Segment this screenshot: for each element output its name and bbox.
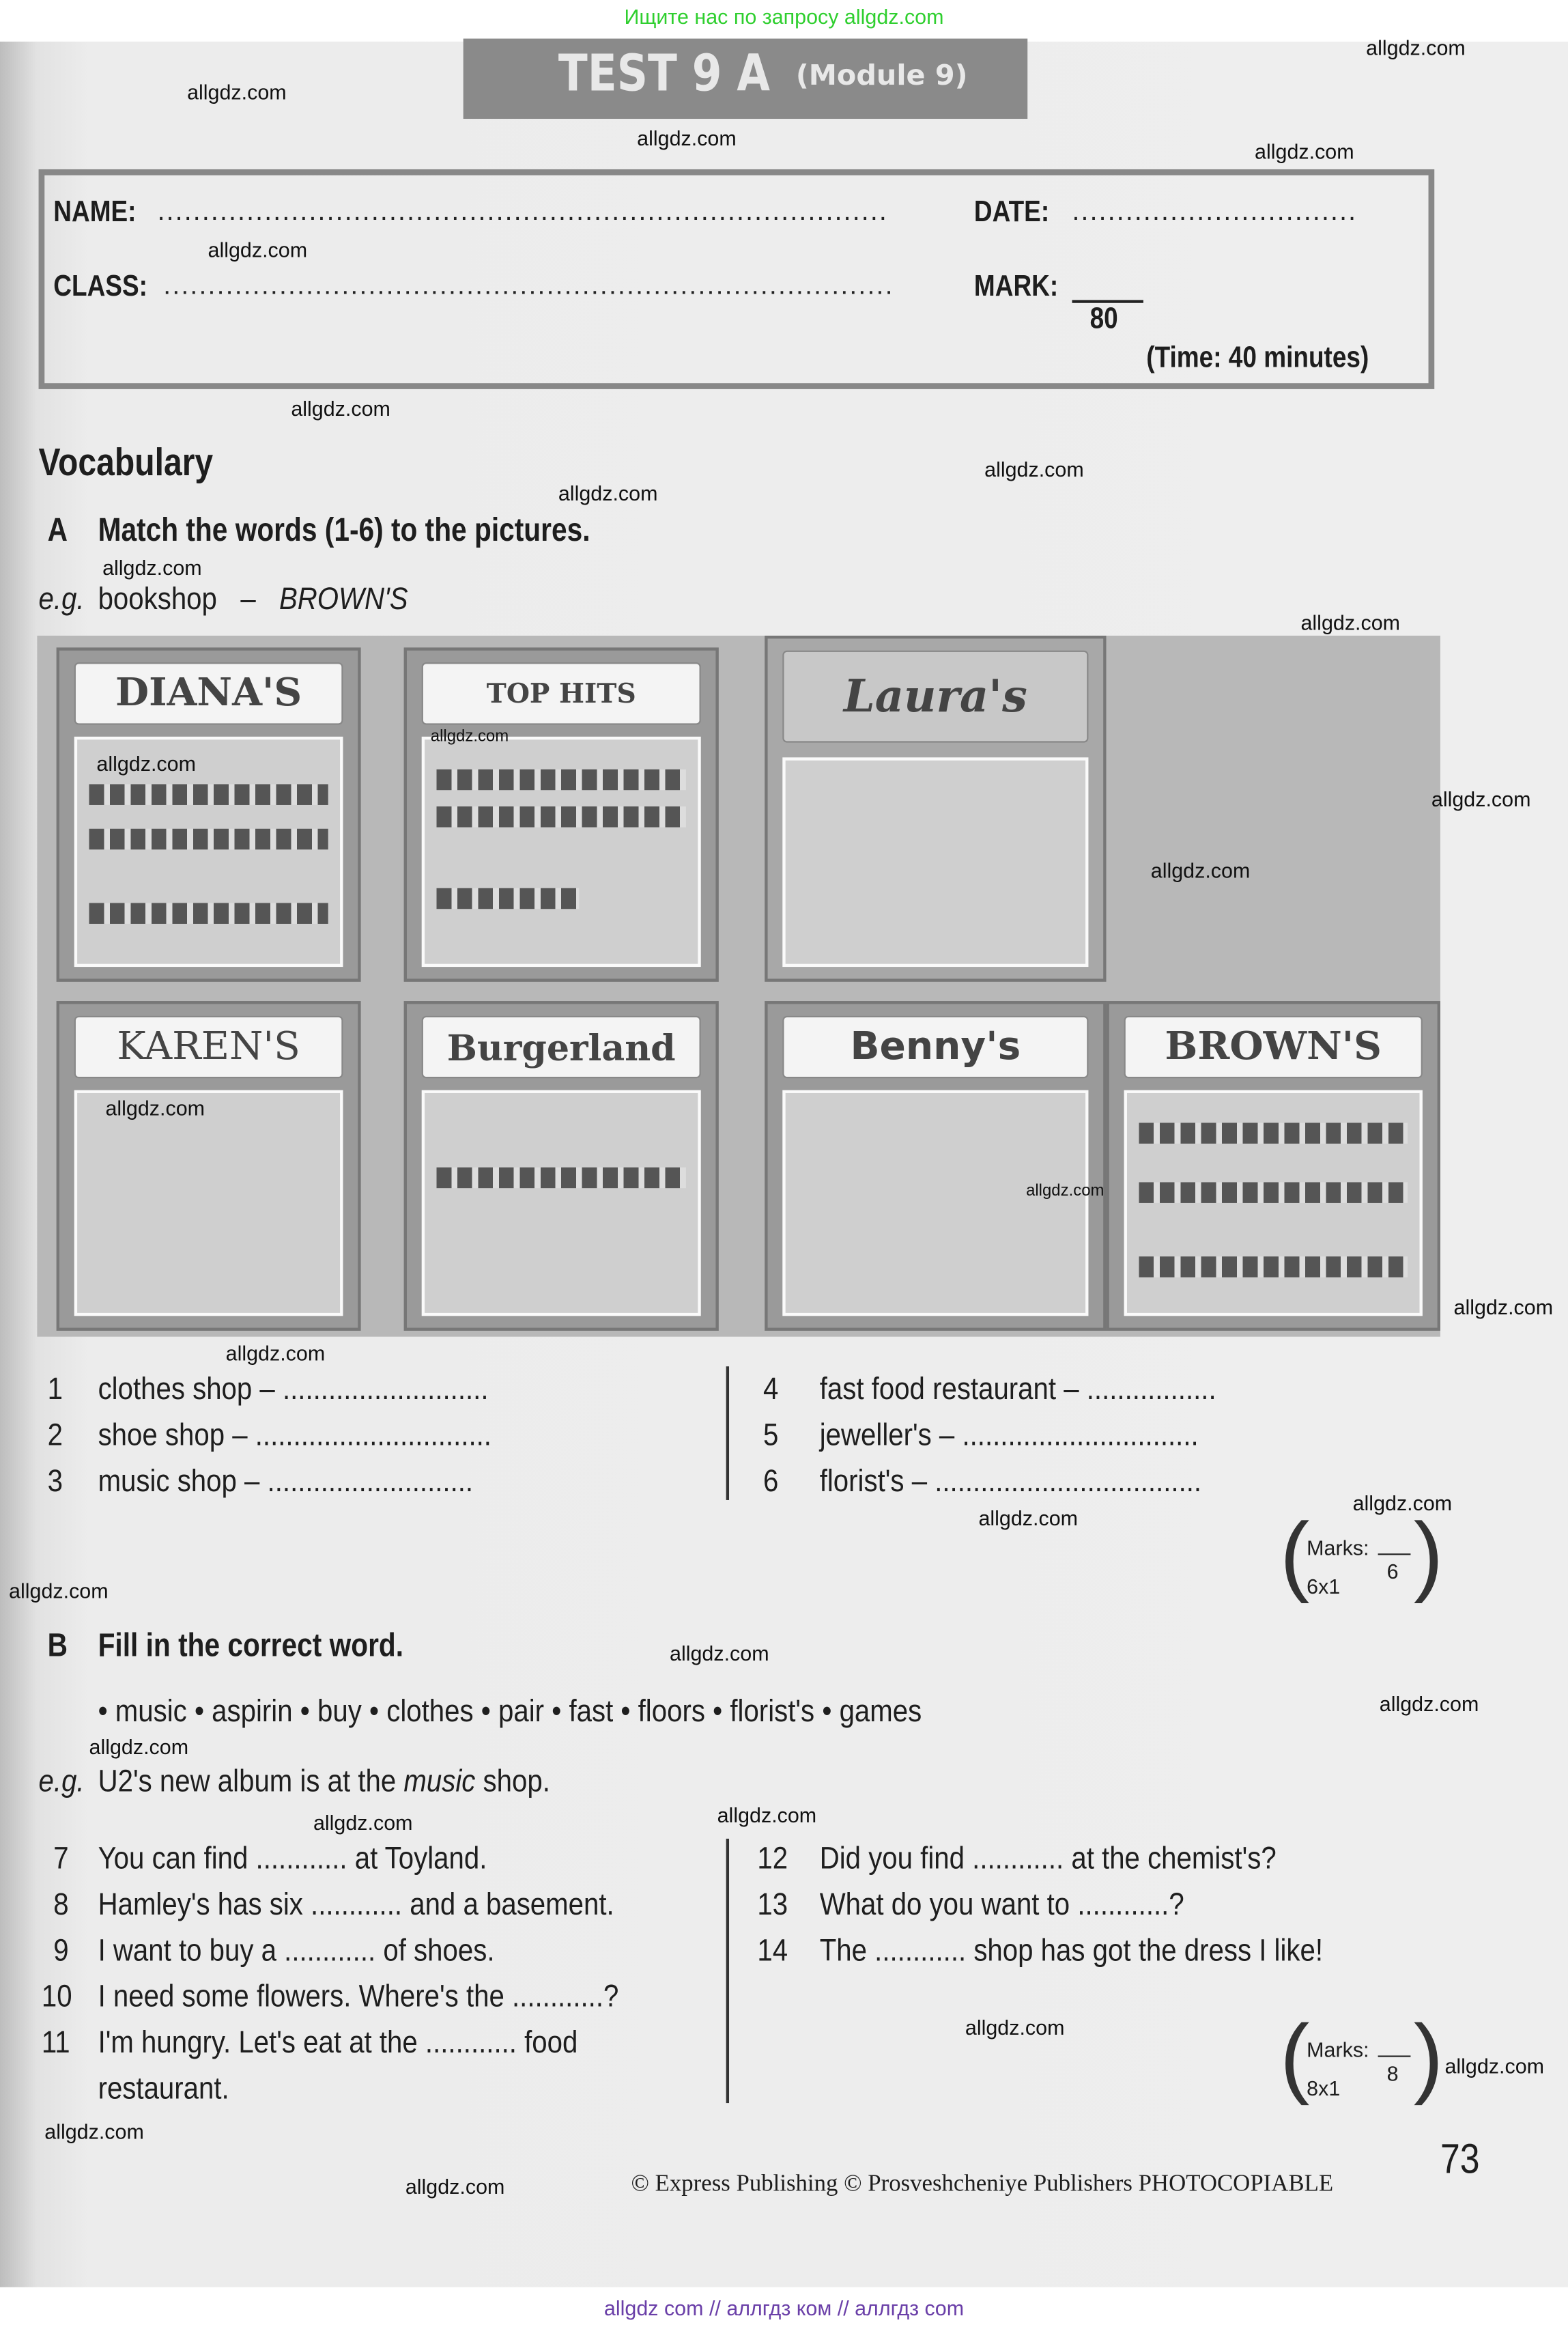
- shop-picture-top-hits: [404, 647, 719, 981]
- watermark[interactable]: allgdz.com: [187, 80, 287, 104]
- watermark[interactable]: allgdz.com: [670, 1641, 769, 1665]
- item-number: 14: [757, 1934, 788, 1968]
- example-answer: BROWN'S: [279, 582, 408, 617]
- watermark[interactable]: allgdz.com: [9, 1579, 109, 1603]
- section-b-instruction: Fill in the correct word.: [98, 1626, 404, 1664]
- vocabulary-heading: Vocabulary: [38, 439, 214, 485]
- match-item-6[interactable]: florist's – ...................................: [819, 1464, 1202, 1499]
- watermark[interactable]: allgdz.com: [96, 751, 196, 776]
- marks-total: 8: [1386, 2061, 1399, 2085]
- fill-item-9[interactable]: I want to buy a ............ of shoes.: [98, 1934, 495, 1968]
- shop-sign: BROWN'S: [1124, 1016, 1423, 1078]
- shop-picture-lauras: [765, 636, 1106, 982]
- watermark[interactable]: allgdz.com: [1026, 1182, 1104, 1200]
- shop-sign: KAREN'S: [74, 1016, 343, 1078]
- test-title: TEST 9 A: [558, 44, 771, 104]
- match-item-4[interactable]: fast food restaurant – .................: [819, 1372, 1216, 1407]
- example-text: shop.: [475, 1764, 550, 1799]
- name-field[interactable]: ..................................................................................: [157, 196, 888, 226]
- column-divider: [726, 1839, 729, 2103]
- watermark[interactable]: allgdz.com: [225, 1341, 326, 1366]
- class-label: CLASS:: [53, 270, 147, 303]
- watermark[interactable]: allgdz.com: [978, 1506, 1079, 1530]
- item-number: 13: [757, 1887, 788, 1922]
- example-text: U2's new album is at the: [98, 1764, 404, 1799]
- item-number: 10: [41, 1979, 72, 2014]
- shop-picture-karens: [57, 1001, 361, 1331]
- marks-label: Marks:: [1307, 2037, 1369, 2062]
- time-limit: (Time: 40 minutes): [1146, 341, 1369, 375]
- match-item-3[interactable]: music shop – ...........................: [98, 1464, 474, 1499]
- item-number: 12: [757, 1841, 788, 1876]
- shop-sign: Laura's: [782, 651, 1088, 743]
- example-dash: –: [240, 582, 256, 617]
- shop-picture-browns: [1107, 1001, 1440, 1331]
- match-item-1[interactable]: clothes shop – ...........................: [98, 1372, 489, 1407]
- fill-item-7[interactable]: You can find ............ at Toyland.: [98, 1841, 487, 1876]
- watermark[interactable]: allgdz.com: [1444, 2054, 1545, 2078]
- fill-item-14[interactable]: The ............ shop has got the dress I like!: [819, 1934, 1324, 1968]
- column-divider: [726, 1366, 729, 1500]
- fill-item-13[interactable]: What do you want to ............?: [819, 1887, 1184, 1922]
- section-b-letter: B: [47, 1626, 68, 1664]
- date-field[interactable]: ................................: [1072, 196, 1358, 226]
- example-sentence: [98, 1764, 550, 1800]
- watermark[interactable]: allgdz.com: [984, 457, 1084, 481]
- watermark[interactable]: allgdz.com: [1352, 1491, 1453, 1515]
- word-bank: • music • aspirin • buy • clothes • pair • fast • floors • florist's • games: [98, 1694, 922, 1729]
- item-number: 6: [763, 1464, 779, 1499]
- copyright: © Express Publishing © Prosveshcheniye Publishers PHOTOCOPIABLE: [631, 2171, 1334, 2197]
- watermark[interactable]: allgdz.com: [717, 1803, 817, 1827]
- watermark[interactable]: allgdz.com: [1366, 36, 1466, 60]
- section-a-letter: A: [47, 511, 68, 548]
- shop-picture-dianas: [57, 647, 361, 981]
- marks-calc: 8x1: [1307, 2076, 1341, 2100]
- watermark[interactable]: allgdz.com: [313, 1810, 413, 1835]
- watermark[interactable]: allgdz.com: [1431, 787, 1531, 811]
- student-info-box: [39, 169, 1435, 389]
- marks-box-a: ( ) Marks: 6 6x1: [1280, 1504, 1444, 1605]
- watermark[interactable]: allgdz.com: [637, 126, 737, 150]
- example-label: e.g.: [38, 582, 85, 617]
- watermark[interactable]: allgdz.com: [105, 1096, 205, 1120]
- date-label: DATE:: [973, 196, 1050, 229]
- example-label: e.g.: [38, 1764, 85, 1799]
- example-word: bookshop: [98, 582, 217, 617]
- shop-sign: TOP HITS: [422, 662, 701, 724]
- watermark[interactable]: allgdz.com: [558, 481, 658, 505]
- fill-item-11-continued: restaurant.: [98, 2072, 229, 2106]
- shop-picture-burgerland: [404, 1001, 719, 1331]
- fill-item-10[interactable]: I need some flowers. Where's the ............?: [98, 1979, 619, 2014]
- item-number: 5: [763, 1418, 779, 1453]
- item-number: 7: [53, 1841, 69, 1876]
- shop-sign: Benny's: [782, 1016, 1088, 1078]
- watermark[interactable]: allgdz.com: [102, 555, 202, 580]
- watermark[interactable]: allgdz.com: [1255, 139, 1354, 164]
- item-number: 2: [47, 1418, 63, 1453]
- item-number: 1: [47, 1372, 63, 1407]
- marks-box-b: ( ) Marks: 8 8x1: [1280, 2006, 1444, 2106]
- watermark[interactable]: allgdz.com: [208, 238, 308, 262]
- watermark[interactable]: allgdz.com: [1150, 858, 1251, 883]
- watermark[interactable]: allgdz.com: [965, 2015, 1065, 2039]
- bottom-banner[interactable]: allgdz com // аллгдз ком // аллгдз com: [603, 2296, 965, 2320]
- watermark[interactable]: allgdz.com: [44, 2119, 144, 2143]
- name-label: NAME:: [53, 196, 137, 229]
- watermark[interactable]: allgdz.com: [1379, 1691, 1479, 1716]
- item-number: 4: [763, 1372, 779, 1407]
- match-item-2[interactable]: shoe shop – ...............................: [98, 1418, 491, 1453]
- module-label: (Module 9): [795, 59, 968, 92]
- marks-label: Marks:: [1307, 1536, 1369, 1559]
- watermark[interactable]: allgdz.com: [1300, 610, 1401, 634]
- example-word: music: [403, 1764, 476, 1799]
- fill-item-12[interactable]: Did you find ............ at the chemist's?: [819, 1841, 1277, 1876]
- marks-calc: 6x1: [1307, 1574, 1341, 1598]
- shop-sign: Burgerland: [422, 1016, 701, 1078]
- watermark[interactable]: allgdz.com: [89, 1734, 189, 1759]
- item-number: 8: [53, 1887, 69, 1922]
- shop-sign: DIANA'S: [74, 662, 343, 724]
- item-number: 11: [41, 2025, 70, 2061]
- watermark[interactable]: allgdz.com: [405, 2174, 505, 2199]
- item-number: 3: [47, 1464, 63, 1499]
- section-a-instruction: Match the words (1-6) to the pictures.: [98, 511, 590, 548]
- test-title-banner: [464, 39, 1028, 119]
- shops-illustration: [37, 636, 1440, 1337]
- fill-item-8[interactable]: Hamley's has six ............ and a basement.: [98, 1887, 614, 1922]
- fill-item-11[interactable]: I'm hungry. Let's eat at the ............ food: [98, 2025, 578, 2061]
- class-field[interactable]: ..................................................................................: [163, 270, 894, 300]
- shop-picture-bennys: [765, 1001, 1106, 1331]
- match-item-5[interactable]: jeweller's – ...............................: [819, 1418, 1199, 1453]
- mark-total: 80: [1089, 302, 1118, 336]
- page-number: 73: [1440, 2135, 1480, 2182]
- item-number: 9: [53, 1934, 69, 1968]
- watermark[interactable]: allgdz.com: [1453, 1295, 1554, 1319]
- watermark[interactable]: allgdz.com: [430, 727, 509, 746]
- marks-total: 6: [1386, 1559, 1399, 1583]
- watermark[interactable]: allgdz.com: [291, 396, 390, 421]
- top-banner[interactable]: Ищите нас по запросу allgdz.com: [624, 4, 944, 29]
- mark-label: MARK:: [973, 270, 1059, 303]
